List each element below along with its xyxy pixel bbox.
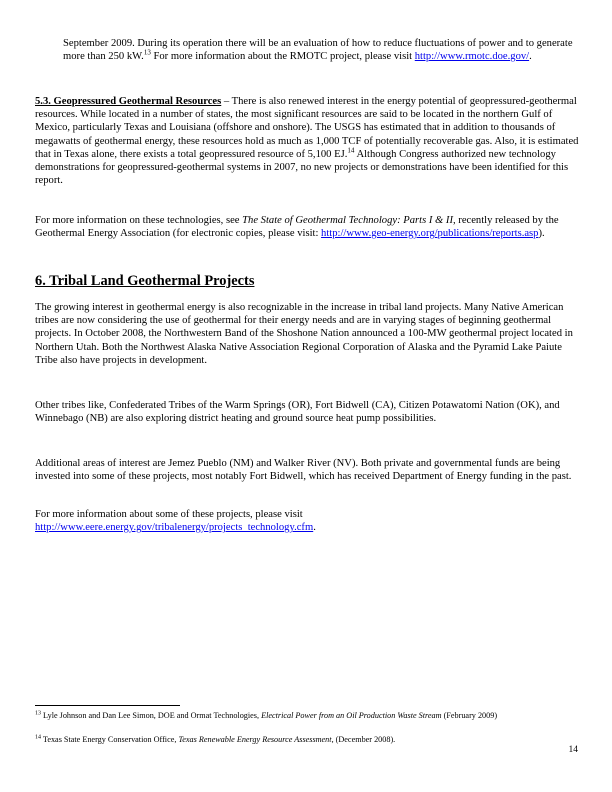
rmotc-text: September 2009. During its operation there will be an evaluation of how to reduce fluctuations of power and to generate more than 250 kW.: [63, 38, 573, 63]
tribal-more-info-text: For more information about some of these projects, please visit: [35, 509, 303, 520]
geopressured-text: – There is also renewed interest in the energy potential of geopressured-geothermal resources. While located in a number of states, the most significant resources are said to be located in the northern Gulf of Mexico, particularly Texas and Louisiana (offshore and onshore). The USGS has estimated that in addition to thousands of megawatts of geothermal energy, these resources hold as much as 1,000 TCF of potentially recoverable gas. Also, it is estimated that in Texas alone, there exists a total geopressured resource of 5,100 EJ.: [35, 96, 579, 160]
footnote-14-title: Texas Renewable Energy Resource Assessment: [178, 735, 332, 744]
tribal-paragraph-4: [35, 508, 580, 534]
footnote-14: [35, 735, 580, 745]
more-info-paragraph: [35, 214, 580, 240]
rmotc-text-cont: For more information about the RMOTC project, please visit: [150, 51, 415, 63]
tribal-energy-link[interactable]: http://www.eere.energy.gov/tribalenergy/projects_technology.cfm: [35, 522, 314, 534]
footnote-13-text: Lyle Johnson and Dan Lee Simon, DOE and Ormat Technologies,: [41, 711, 262, 720]
rmotc-period: .: [529, 51, 532, 63]
footnote-divider: [35, 705, 180, 706]
page-number: 14: [568, 745, 578, 755]
rmotc-link[interactable]: http://www.rmotc.doe.gov/: [414, 51, 530, 63]
geopressured-text-cont: Although Congress authorized new technology demonstrations for geopressured-geothermal systems in 2007, no new projects or demonstrations have been identified for this report.: [35, 148, 569, 187]
tribal-paragraph-2: Other tribes like, Confederated Tribes of the Warm Springs (OR), Fort Bidwell (CA), Citizen Potawatomi Nation (OK), and Winnebago (NB) are also exploring district heating and ground source heat pump possibilities.: [35, 400, 560, 425]
footnote-13-title: Electrical Power from an Oil Production Waste Stream: [261, 711, 442, 720]
footnote-14-text: Texas State Energy Conservation Office,: [41, 735, 179, 744]
rmotc-paragraph: [63, 37, 578, 63]
more-info-end: ).: [538, 228, 545, 240]
geopressured-paragraph: [35, 95, 580, 187]
footnote-number-13: 13: [35, 710, 41, 717]
more-info-text-cont: recently released by the Geothermal Energy Association (for electronic copies, please visit:: [35, 215, 559, 240]
footnote-ref-13[interactable]: 13: [143, 48, 151, 57]
footnote-number-14: 14: [35, 734, 41, 741]
tribal-paragraph-3: Additional areas of interest are Jemez Pueblo (NM) and Walker River (NV). Both private and governmental funds are being invested into some of these projects, most notably Fort Bidwell, which has received Department of Energy funding in the past.: [35, 458, 572, 483]
tribal-paragraph-1: The growing interest in geothermal energy is also recognizable in the increase in tribal land projects. Many Native American tribes are now considering the use of geothermal for their energy needs and are in varying stages of beginning geothermal projects. In October 2008, the Northwestern Band of the Shoshone Nation announced a 100-MW geothermal project located in Northern Utah. Both the Northwest Alaska Native Association Regional Corporation of Alaska and the Pyramid Lake Paiute Tribe also have projects in development.: [35, 302, 573, 366]
footnote-13: [35, 711, 580, 721]
report-title: The State of Geothermal Technology: Parts I & II,: [242, 215, 456, 226]
section-heading-6: 6. Tribal Land Geothermal Projects: [35, 273, 255, 289]
more-info-text: For more information on these technologies, see: [35, 215, 243, 226]
tribal-more-info-end: .: [313, 522, 316, 534]
footnote-13-date: (February 2009): [441, 711, 498, 720]
footnote-ref-14[interactable]: 14: [347, 146, 355, 155]
section-heading-5-3: 5.3. Geopressured Geothermal Resources: [35, 96, 222, 107]
gea-reports-link[interactable]: http://www.geo-energy.org/publications/reports.asp: [321, 228, 539, 240]
footnote-14-date: , (December 2008).: [331, 735, 396, 744]
